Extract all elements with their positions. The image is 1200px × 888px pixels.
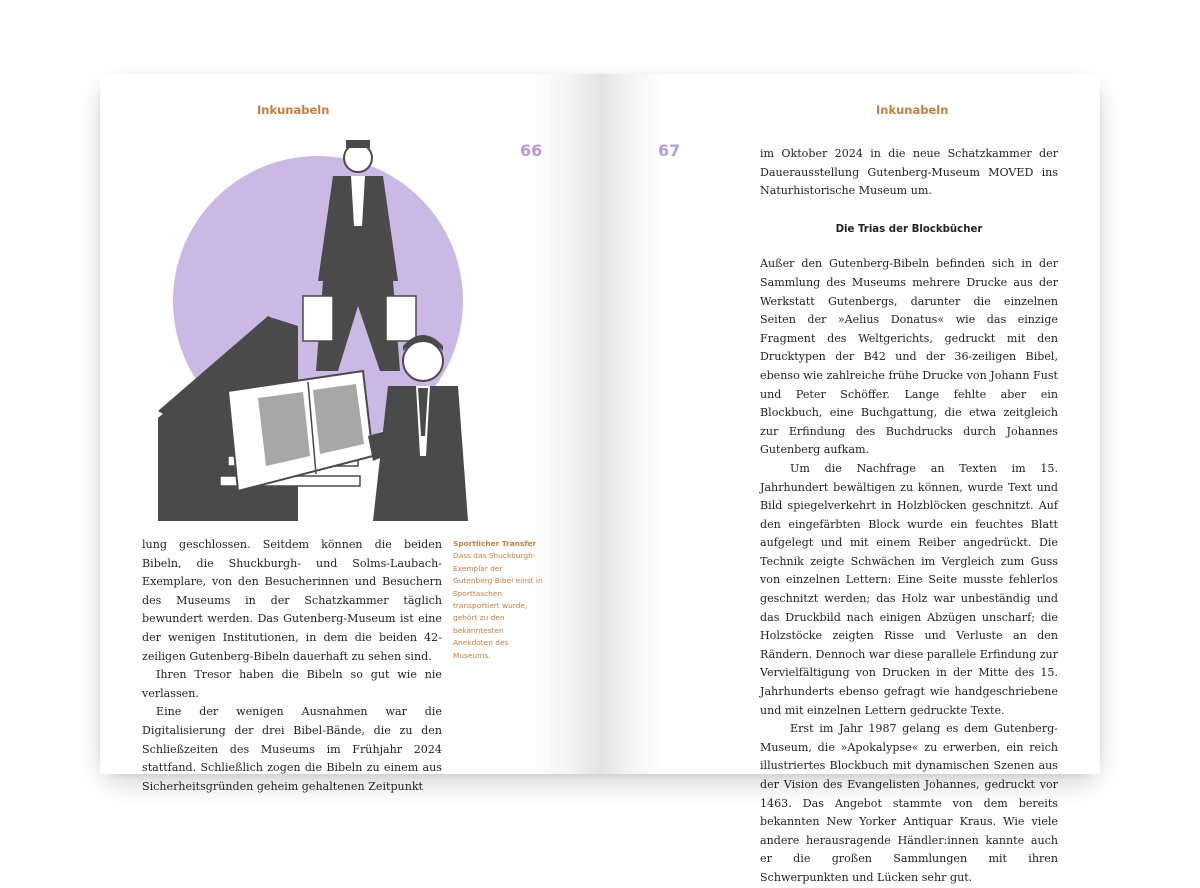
paragraph: Um die Nachfrage an Texten im 15. Jahrhundert bewältigen zu können, wurde Text und Bild spiegelverkehrt in Holzblöcken geschnitzt. Auf den eingefärbten Block wurde ein feuchtes Blatt aufgelegt und mit einem Reiber angedrückt. Die Technik zeigte Schwächen im Vergleich zum Guss von einzelnen Lettern: Eine Seite musste fehlerlos geschnitzt werden; das Holz war unbeständig und das Druckbild nach einigen Abzügen unscharf; die Holzstöcke zeigten Risse und Verluste an den Rändern. Dennoch war diese parallele Erfindung zur Vervielfältigung von Drucken in der Mitte des 15. Jahrhunderts ebenso gefragt wie handgeschriebene und mit einzelnen Lettern gedruckte Texte. (760, 461, 1058, 717)
paragraph: Eine der wenigen Ausnahmen war die Digitalisierung der drei Bibel-Bände, die zu den Schließzeiten des Museums im Frühjahr 2024 stattfand. Schließlich zogen die Bibeln zu einem aus Sicherheitsgründen geheim gehaltenen Zeitpunkt (142, 705, 442, 793)
margin-note-title: Sportlicher Transfer (453, 539, 537, 548)
open-bible (228, 371, 373, 491)
section-subheading: Die Trias der Blockbücher (835, 223, 983, 235)
paragraph: lung geschlossen. Seitdem können die beiden Bibeln, die Shuckburgh- und Solms-Laubach-Exemplare, von den Besucherinnen und Besuchern des Museums in der Schatzkammer täglich bewundert werden. Das Gutenberg-Museum ist eine der wenigen Institutionen, in dem die beiden 42-zeiligen Gutenberg-Bibeln dauerhaft zu sehen sind. (142, 538, 442, 663)
margin-note (453, 538, 543, 662)
left-page (100, 74, 600, 793)
page-number-left: 66 (520, 141, 543, 160)
paragraph: im Oktober 2024 in die neue Schatzkammer der Dauerausstellung Gutenberg-Museum MOVED ins Naturhistorische Museum um. (760, 147, 1058, 198)
paragraph: Ihren Tresor haben die Bibeln so gut wie nie verlassen. (142, 668, 442, 700)
running-header-right: Inkunabeln (876, 103, 949, 117)
running-header-left: Inkunabeln (257, 103, 330, 117)
right-page (600, 74, 1100, 884)
page-number-right: 67 (658, 141, 681, 160)
paragraph: Erst im Jahr 1987 gelang es dem Gutenberg-Museum, die »Apokalypse« zu erwerben, ein reich illustriertes Blockbuch mit dynamischen Szenen aus der Vision des Evangelisten Johannes, gedruckt vor 1463. Das Angebot stammte von dem bereits bekannten New Yorker Antiquar Kraus. Wie viele andere herausragende Händler:innen kannte auch er die großen Sammlungen mit ihren Schwerpunkten und Lücken sehr gut. (760, 722, 1058, 884)
left-body-text (142, 536, 442, 796)
margin-note-body: Dass das Shuckburgh-Exemplar der Gutenberg-Bibel einst in Sporttaschen transportiert wurde, gehört zu den bekanntesten Anekdoten des Museums. (453, 551, 543, 660)
illustration-men-carrying-bible (158, 136, 488, 521)
right-body-text (760, 145, 1058, 888)
open-book (100, 74, 1100, 884)
paragraph: Außer den Gutenberg-Bibeln befinden sich in der Sammlung des Museums mehrere Drucke aus der Werkstatt Gutenbergs, darunter die einzelnen Seiten der »Aelius Donatus« wie das einzige Fragment des Weltgerichts, gedruckt mit den Drucktypen der B42 und der 36-zeiligen Bibel, ebenso wie zahlreiche frühe Drucke von Johann Fust und Peter Schöffer. Lange fehlte aber ein Blockbuch, eine Buchgattung, die etwa zeitgleich zur Erfindung des Buchdrucks durch Johannes Gutenberg aufkam. (760, 257, 1058, 457)
